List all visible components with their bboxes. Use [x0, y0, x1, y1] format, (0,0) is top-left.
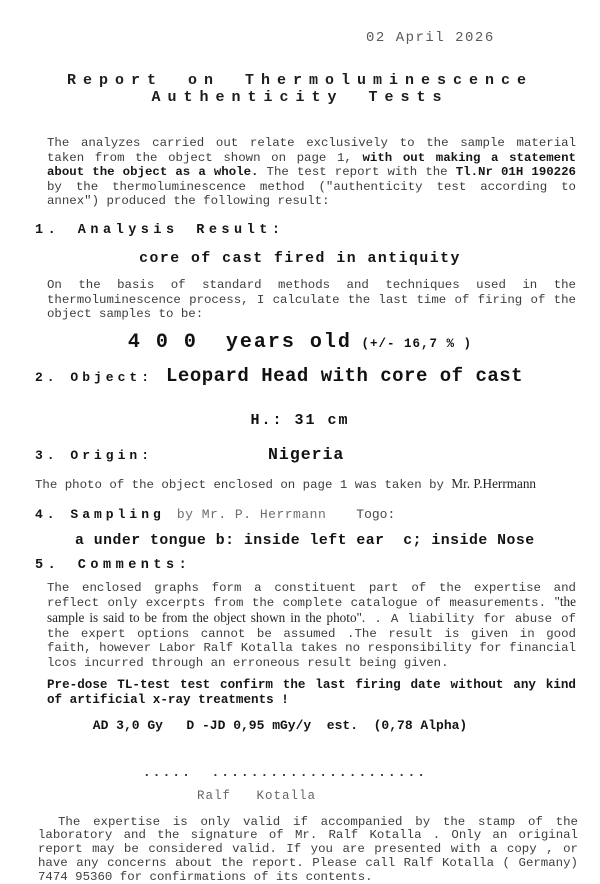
- analysis-result: core of cast fired in antiquity: [0, 251, 600, 267]
- section-3-heading: 3. Origin:: [35, 448, 153, 463]
- intro-text-3: by the thermoluminescence method ("authenticity test according to annex") produced the following result:: [47, 180, 576, 209]
- sampling-row: [35, 507, 600, 522]
- intro-text-1: The analyzes carried out relate exclusively to the sample material taken from the object shown on page 1,: [47, 136, 576, 165]
- signature-dots: ..... ......................: [0, 765, 600, 780]
- intro-text-bold-statement: with out making a statement about the object as a whole.: [47, 151, 576, 180]
- origin-value: Nigeria: [268, 445, 344, 464]
- report-date: 02 April 2026: [366, 30, 600, 46]
- object-row: [35, 365, 600, 387]
- object-value: Leopard Head with core of cast: [166, 365, 523, 387]
- comments-text-2: . A liability for abuse of the expert options cannot be assumed .The result is given in good faith, however Labor Ralf Kotalla takes no responsibility for financial lcos incurred through an erroneous result being given.: [47, 612, 576, 670]
- origin-row: [35, 445, 600, 464]
- section-5-heading: 5. Comments:: [35, 558, 600, 573]
- signature-name: Ralf Kotalla: [197, 789, 600, 803]
- intro-paragraph: [47, 136, 576, 209]
- age-result-line: [0, 331, 600, 354]
- comments-paragraph: [47, 581, 576, 671]
- age-spacer: [352, 334, 362, 352]
- report-title: [0, 72, 600, 106]
- photographer-name: Mr. P.Herrmann: [451, 476, 536, 491]
- age-value: 4 0 0 years old: [128, 331, 352, 354]
- dose-values: AD 3,0 Gy D -JD 0,95 mGy/y est. (0,78 Alpha): [0, 718, 600, 733]
- report-page: [0, 30, 600, 879]
- age-tolerance: (+/- 16,7 % ): [362, 337, 473, 351]
- comments-text-1: The enclosed graphs form a constituent part of the expertise and reflect only excerpts from the complete catalogue of measurements.: [47, 581, 576, 611]
- sampling-by: by Mr. P. Herrmann: [177, 507, 326, 522]
- report-title-line2: Authenticity Tests: [0, 89, 600, 106]
- intro-text-2: The test report with the: [258, 165, 455, 179]
- section-1-heading: 1. Analysis Result:: [35, 223, 600, 238]
- sampling-points: a under tongue b: inside left ear c; inside Nose: [75, 533, 600, 549]
- photo-note-text: The photo of the object enclosed on page 1 was taken by: [35, 478, 451, 492]
- section-4-heading: 4. Sampling: [35, 507, 165, 522]
- sampling-location: Togo:: [356, 507, 395, 522]
- section-2-heading: 2. Object:: [35, 370, 153, 385]
- predose-paragraph: Pre-dose TL-test test confirm the last firing date without any kind of artificial x-ray treatments !: [47, 678, 576, 707]
- basis-paragraph: On the basis of standard methods and techniques used in the thermoluminescence process, I calculate the last time of firing of the object samples to be:: [47, 278, 576, 322]
- report-title-line1: Report on Thermoluminescence: [0, 72, 600, 89]
- footer-paragraph: The expertise is only valid if accompanied by the stamp of the laboratory and the signature of Mr. Ralf Kotalla . Only an original report may be considered valid. If you are presented with a copy , or have any concerns about the report. Please call Ralf Kotalla ( Germany) 7474 95360 for confirmations of its contents.: [38, 816, 578, 884]
- object-height: H.: 31 cm: [0, 412, 600, 429]
- intro-tl-number: Tl.Nr 01H 190226: [456, 165, 576, 179]
- photo-note: [35, 476, 576, 492]
- comments-quote: "the sample is said to be from the object shown in the photo".: [47, 594, 576, 625]
